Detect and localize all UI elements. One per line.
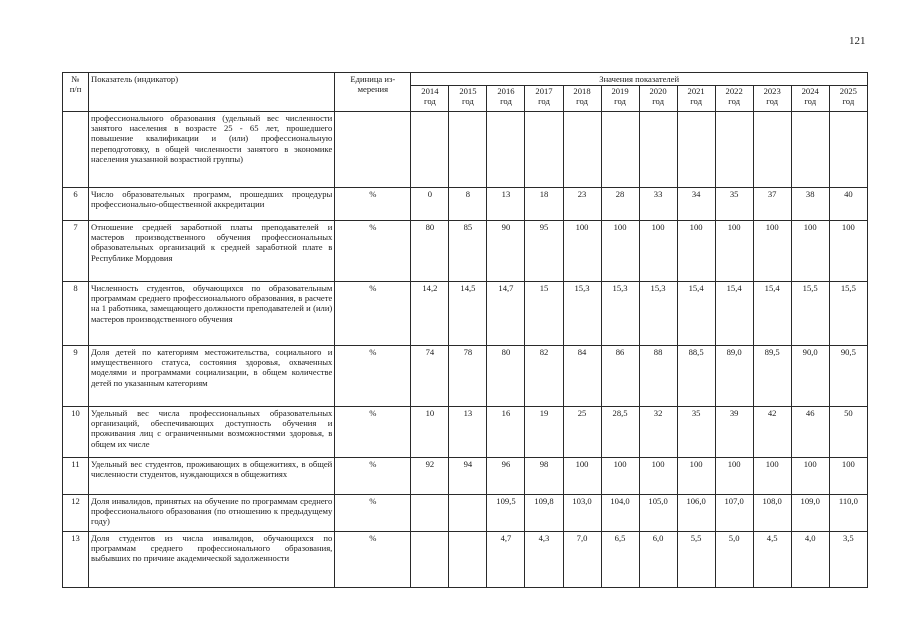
value-cell: 23 [563, 188, 601, 221]
row-number: 12 [63, 495, 89, 532]
value-cell: 15,3 [563, 282, 601, 346]
value-cell: 4,5 [753, 532, 791, 588]
value-cell: 100 [563, 458, 601, 495]
value-cell: 5,5 [677, 532, 715, 588]
row-number: 10 [63, 407, 89, 458]
value-cell: 28,5 [601, 407, 639, 458]
value-cell: 15,5 [791, 282, 829, 346]
table-row [63, 458, 868, 495]
value-cell: 92 [411, 458, 449, 495]
value-cell: 34 [677, 188, 715, 221]
value-cell: 0 [411, 188, 449, 221]
value-cell: 109,8 [525, 495, 563, 532]
value-cell: 46 [791, 407, 829, 458]
value-cell: 100 [715, 458, 753, 495]
value-cell: 5,0 [715, 532, 753, 588]
value-cell: 14,7 [487, 282, 525, 346]
value-cell: 100 [677, 458, 715, 495]
value-cell: 109,5 [487, 495, 525, 532]
value-cell: 14,2 [411, 282, 449, 346]
value-cell: 96 [487, 458, 525, 495]
indicator-text: Доля детей по категориям местожительства, социального и имущественного статуса, состояния здоровья, охваченных моделями и программами социализации, в общем количестве детей по указанным категориям [89, 346, 335, 407]
value-cell: 50 [829, 407, 867, 458]
value-cell: 4,0 [791, 532, 829, 588]
value-cell [753, 112, 791, 188]
value-cell: 90,0 [791, 346, 829, 407]
value-cell [487, 112, 525, 188]
value-cell: 100 [791, 458, 829, 495]
value-cell: 39 [715, 407, 753, 458]
value-cell: 100 [601, 458, 639, 495]
value-cell: 8 [449, 188, 487, 221]
value-cell: 86 [601, 346, 639, 407]
header-year: 2024 год [791, 86, 829, 112]
value-cell: 10 [411, 407, 449, 458]
value-cell [411, 532, 449, 588]
indicator-text: Число образовательных программ, прошедших процедуры профессионально-общественной аккредитации [89, 188, 335, 221]
value-cell: 18 [525, 188, 563, 221]
row-number: 13 [63, 532, 89, 588]
header-year: 2021 год [677, 86, 715, 112]
table-row [63, 346, 868, 407]
header-year: 2020 год [639, 86, 677, 112]
value-cell: 35 [715, 188, 753, 221]
value-cell: 7,0 [563, 532, 601, 588]
table-row [63, 282, 868, 346]
value-cell: 88,5 [677, 346, 715, 407]
value-cell: 89,0 [715, 346, 753, 407]
unit-cell: % [335, 495, 411, 532]
value-cell: 19 [525, 407, 563, 458]
value-cell: 95 [525, 221, 563, 282]
value-cell: 98 [525, 458, 563, 495]
value-cell: 106,0 [677, 495, 715, 532]
value-cell [601, 112, 639, 188]
header-year: 2015 год [449, 86, 487, 112]
value-cell: 35 [677, 407, 715, 458]
value-cell: 15,4 [715, 282, 753, 346]
page-number: 121 [849, 35, 866, 47]
value-cell: 38 [791, 188, 829, 221]
value-cell: 14,5 [449, 282, 487, 346]
value-cell [449, 495, 487, 532]
value-cell: 74 [411, 346, 449, 407]
value-cell: 100 [677, 221, 715, 282]
value-cell: 4,7 [487, 532, 525, 588]
value-cell [449, 112, 487, 188]
value-cell: 80 [411, 221, 449, 282]
value-cell: 15,4 [753, 282, 791, 346]
header-year: 2023 год [753, 86, 791, 112]
row-number: 9 [63, 346, 89, 407]
header-year: 2014 год [411, 86, 449, 112]
value-cell: 25 [563, 407, 601, 458]
value-cell: 6,0 [639, 532, 677, 588]
unit-cell: % [335, 532, 411, 588]
header-year: 2018 год [563, 86, 601, 112]
value-cell [411, 495, 449, 532]
unit-cell: % [335, 346, 411, 407]
value-cell: 108,0 [753, 495, 791, 532]
unit-cell: % [335, 221, 411, 282]
value-cell [411, 112, 449, 188]
value-cell: 105,0 [639, 495, 677, 532]
indicator-text: Отношение средней заработной платы преподавателей и мастеров производственного обучения профессиональных образовательных организаций к средней заработной плате в Республике Мордовия [89, 221, 335, 282]
value-cell: 110,0 [829, 495, 867, 532]
value-cell: 100 [791, 221, 829, 282]
value-cell: 84 [563, 346, 601, 407]
indicator-text: Доля студентов из числа инвалидов, обучающихся по программам среднего профессионального образования, выбывших по причине академической задолженности [89, 532, 335, 588]
unit-cell: % [335, 188, 411, 221]
value-cell: 16 [487, 407, 525, 458]
value-cell: 32 [639, 407, 677, 458]
row-number: 6 [63, 188, 89, 221]
value-cell: 13 [449, 407, 487, 458]
indicator-text: профессионального образования (удельный вес численности занятого населения в возрасте 25 - 65 лет, прошедшего повышение квалификации и (или) профессиональную переподготовку, в общей численности занятого в экономике населения указанной возрастной группы) [89, 112, 335, 188]
value-cell: 15,3 [639, 282, 677, 346]
header-year: 2025 год [829, 86, 867, 112]
indicators-table [62, 72, 868, 588]
header-unit: Единица из- мерения [335, 73, 411, 112]
value-cell [715, 112, 753, 188]
value-cell: 104,0 [601, 495, 639, 532]
table-row [63, 188, 868, 221]
value-cell: 13 [487, 188, 525, 221]
value-cell [449, 532, 487, 588]
value-cell: 90,5 [829, 346, 867, 407]
value-cell: 78 [449, 346, 487, 407]
header-num: № п/п [63, 73, 89, 112]
value-cell: 90 [487, 221, 525, 282]
value-cell: 94 [449, 458, 487, 495]
table-body [63, 112, 868, 588]
value-cell: 80 [487, 346, 525, 407]
value-cell: 88 [639, 346, 677, 407]
indicator-text: Удельный вес студентов, проживающих в общежитиях, в общей численности студентов, нуждающихся в общежитиях [89, 458, 335, 495]
row-number [63, 112, 89, 188]
value-cell: 100 [753, 221, 791, 282]
header-indicator: Показатель (индикатор) [89, 73, 335, 112]
row-number: 7 [63, 221, 89, 282]
value-cell [829, 112, 867, 188]
value-cell: 100 [829, 221, 867, 282]
value-cell: 89,5 [753, 346, 791, 407]
value-cell: 85 [449, 221, 487, 282]
table-row [63, 532, 868, 588]
value-cell [677, 112, 715, 188]
value-cell: 4,3 [525, 532, 563, 588]
value-cell: 100 [639, 221, 677, 282]
table-row [63, 112, 868, 188]
value-cell [563, 112, 601, 188]
value-cell: 107,0 [715, 495, 753, 532]
value-cell: 103,0 [563, 495, 601, 532]
unit-cell: % [335, 282, 411, 346]
value-cell: 109,0 [791, 495, 829, 532]
value-cell: 6,5 [601, 532, 639, 588]
unit-cell: % [335, 407, 411, 458]
value-cell: 37 [753, 188, 791, 221]
header-year: 2022 год [715, 86, 753, 112]
indicator-text: Численность студентов, обучающихся по образовательным программам среднего профессионального образования, в расчете на 1 работника, замещающего должности преподавателей и (или) мастеров производственного обучения [89, 282, 335, 346]
unit-cell [335, 112, 411, 188]
value-cell: 28 [601, 188, 639, 221]
header-values-group: Значения показателей [411, 73, 868, 86]
value-cell [639, 112, 677, 188]
table-header [63, 73, 868, 112]
value-cell: 15,5 [829, 282, 867, 346]
value-cell: 3,5 [829, 532, 867, 588]
header-year: 2017 год [525, 86, 563, 112]
value-cell: 40 [829, 188, 867, 221]
table-row [63, 495, 868, 532]
value-cell: 82 [525, 346, 563, 407]
value-cell: 33 [639, 188, 677, 221]
value-cell: 15 [525, 282, 563, 346]
row-number: 11 [63, 458, 89, 495]
value-cell: 100 [829, 458, 867, 495]
table-row [63, 407, 868, 458]
value-cell: 100 [563, 221, 601, 282]
value-cell: 100 [715, 221, 753, 282]
indicator-text: Доля инвалидов, принятых на обучение по программам среднего профессионального образования (по отношению к предыдущему году) [89, 495, 335, 532]
header-year: 2019 год [601, 86, 639, 112]
value-cell: 100 [753, 458, 791, 495]
table-row [63, 221, 868, 282]
header-year: 2016 год [487, 86, 525, 112]
value-cell: 100 [601, 221, 639, 282]
unit-cell: % [335, 458, 411, 495]
value-cell [791, 112, 829, 188]
row-number: 8 [63, 282, 89, 346]
value-cell: 15,3 [601, 282, 639, 346]
value-cell: 15,4 [677, 282, 715, 346]
indicator-text: Удельный вес числа профессиональных образовательных организаций, обеспечивающих доступность обучения и проживания лиц с ограниченными возможностями здоровья, в общем их числе [89, 407, 335, 458]
value-cell [525, 112, 563, 188]
value-cell: 100 [639, 458, 677, 495]
value-cell: 42 [753, 407, 791, 458]
